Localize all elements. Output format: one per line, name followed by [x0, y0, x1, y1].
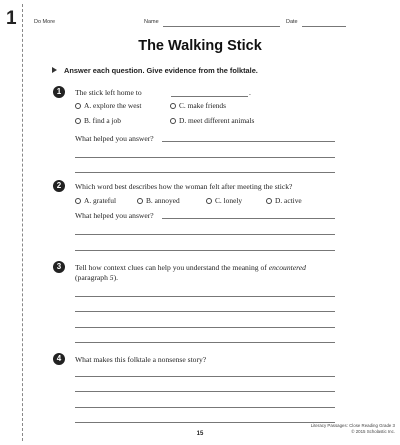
- answer-line[interactable]: [162, 218, 335, 219]
- radio-circle-icon[interactable]: [75, 118, 81, 124]
- arrow-right-icon: [52, 67, 57, 73]
- question-1-followup: What helped you answer?: [75, 134, 154, 143]
- question-3-prompt: [75, 263, 340, 273]
- radio-circle-icon[interactable]: [75, 103, 81, 109]
- option-label: B. find a job: [84, 116, 121, 125]
- question-1-option-c[interactable]: [170, 101, 226, 110]
- name-label: Name: [144, 19, 159, 25]
- option-label: A. explore the west: [84, 101, 142, 110]
- cut-line: [22, 4, 23, 441]
- radio-circle-icon[interactable]: [266, 198, 272, 204]
- vocabulary-word: encountered: [268, 263, 306, 272]
- radio-circle-icon[interactable]: [170, 103, 176, 109]
- answer-line[interactable]: [75, 422, 335, 423]
- lesson-number: 1: [6, 8, 17, 29]
- answer-line[interactable]: [75, 391, 335, 392]
- question-number-4: 4: [53, 353, 65, 365]
- answer-line[interactable]: [75, 376, 335, 377]
- question-number-1: 1: [53, 86, 65, 98]
- option-label: D. active: [275, 196, 302, 205]
- radio-circle-icon[interactable]: [75, 198, 81, 204]
- question-2-option-a[interactable]: [75, 196, 116, 205]
- question-2-option-b[interactable]: [137, 196, 180, 205]
- question-number-2: 2: [53, 180, 65, 192]
- option-label: A. grateful: [84, 196, 117, 205]
- do-more-label: Do More: [34, 19, 56, 25]
- answer-line[interactable]: [75, 157, 335, 158]
- question-1-prompt: The stick left home to: [75, 88, 142, 97]
- question-1-option-d[interactable]: [170, 116, 254, 125]
- question-1-option-a[interactable]: [75, 101, 141, 110]
- instruction-text: Answer each question. Give evidence from the folktale.: [64, 66, 258, 75]
- prompt-text: Tell how context clues can help you understand the meaning of: [75, 263, 267, 272]
- date-field[interactable]: [302, 26, 346, 27]
- question-4-prompt: What makes this folktale a nonsense story?: [75, 355, 207, 364]
- page-number: 15: [196, 431, 204, 437]
- date-label: Date: [286, 19, 298, 25]
- answer-line[interactable]: [75, 172, 335, 173]
- radio-circle-icon[interactable]: [170, 118, 176, 124]
- question-1-blank[interactable]: [171, 96, 248, 97]
- question-3-paragraph-ref: (paragraph 5).: [75, 273, 119, 282]
- answer-line[interactable]: [75, 296, 335, 297]
- option-label: C. make friends: [179, 101, 226, 110]
- answer-line[interactable]: [75, 342, 335, 343]
- credit-line-1: Literacy Passages: Close Reading Grade 3: [310, 423, 395, 428]
- question-2-followup: What helped you answer?: [75, 211, 154, 220]
- answer-line[interactable]: [75, 250, 335, 251]
- question-number-3: 3: [53, 261, 65, 273]
- option-label: B. annoyed: [146, 196, 180, 205]
- credit-text: [300, 423, 395, 435]
- question-2-option-c[interactable]: [206, 196, 242, 205]
- option-label: C. lonely: [215, 196, 243, 205]
- radio-circle-icon[interactable]: [137, 198, 143, 204]
- name-field[interactable]: [163, 26, 280, 27]
- page-title: The Walking Stick: [138, 38, 262, 54]
- question-1-option-b[interactable]: [75, 116, 121, 125]
- answer-line[interactable]: [75, 327, 335, 328]
- credit-line-2: © 2015 Scholastic Inc.: [351, 429, 395, 434]
- answer-line[interactable]: [75, 234, 335, 235]
- answer-line[interactable]: [75, 311, 335, 312]
- option-label: D. meet different animals: [179, 116, 255, 125]
- question-2-prompt: Which word best describes how the woman felt after meeting the stick?: [75, 182, 293, 191]
- answer-line[interactable]: [162, 141, 335, 142]
- question-1-period: .: [249, 88, 251, 97]
- paragraph-number: 5: [109, 273, 114, 282]
- question-2-option-d[interactable]: [266, 196, 302, 205]
- radio-circle-icon[interactable]: [206, 198, 212, 204]
- answer-line[interactable]: [75, 407, 335, 408]
